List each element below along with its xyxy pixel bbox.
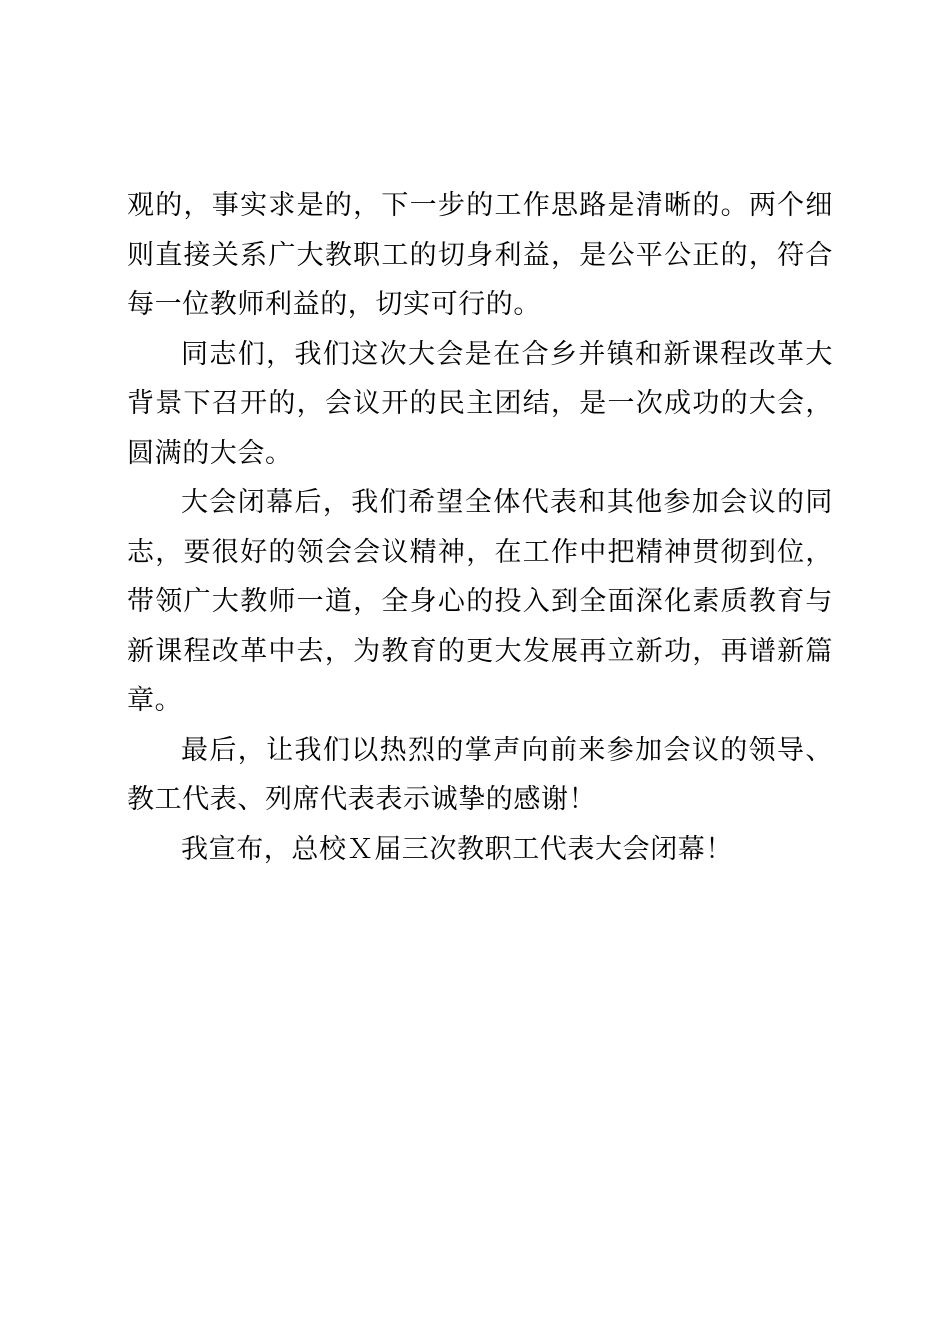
document-body (127, 181, 833, 874)
paragraph-declaration: 我宣布，总校Ｘ届三次教职工代表大会闭幕！ (181, 833, 733, 865)
paragraph-comrades: 同志们，我们这次大会是在合乡并镇和新课程改革大背景下召开的，会议开的民主团结，是一次成功的大会，圆满的大会。 (127, 338, 833, 469)
paragraph-after-closing: 大会闭幕后，我们希望全体代表和其他参加会议的同志，要很好的领会会议精神，在工作中把精神贯彻到位，带领广大教师一道，全身心的投入到全面深化素质教育与新课程改革中去，为教育的更大发展再立新功，再谱新篇章。 (127, 487, 833, 716)
paragraph-continuation: 观的，事实求是的，下一步的工作思路是清晰的。两个细则直接关系广大教职工的切身利益，是公平公正的，符合每一位教师利益的，切实可行的。 (127, 190, 833, 320)
paragraph-thanks: 最后，让我们以热烈的掌声向前来参加会议的领导、教工代表、列席代表表示诚挚的感谢！ (127, 734, 833, 815)
